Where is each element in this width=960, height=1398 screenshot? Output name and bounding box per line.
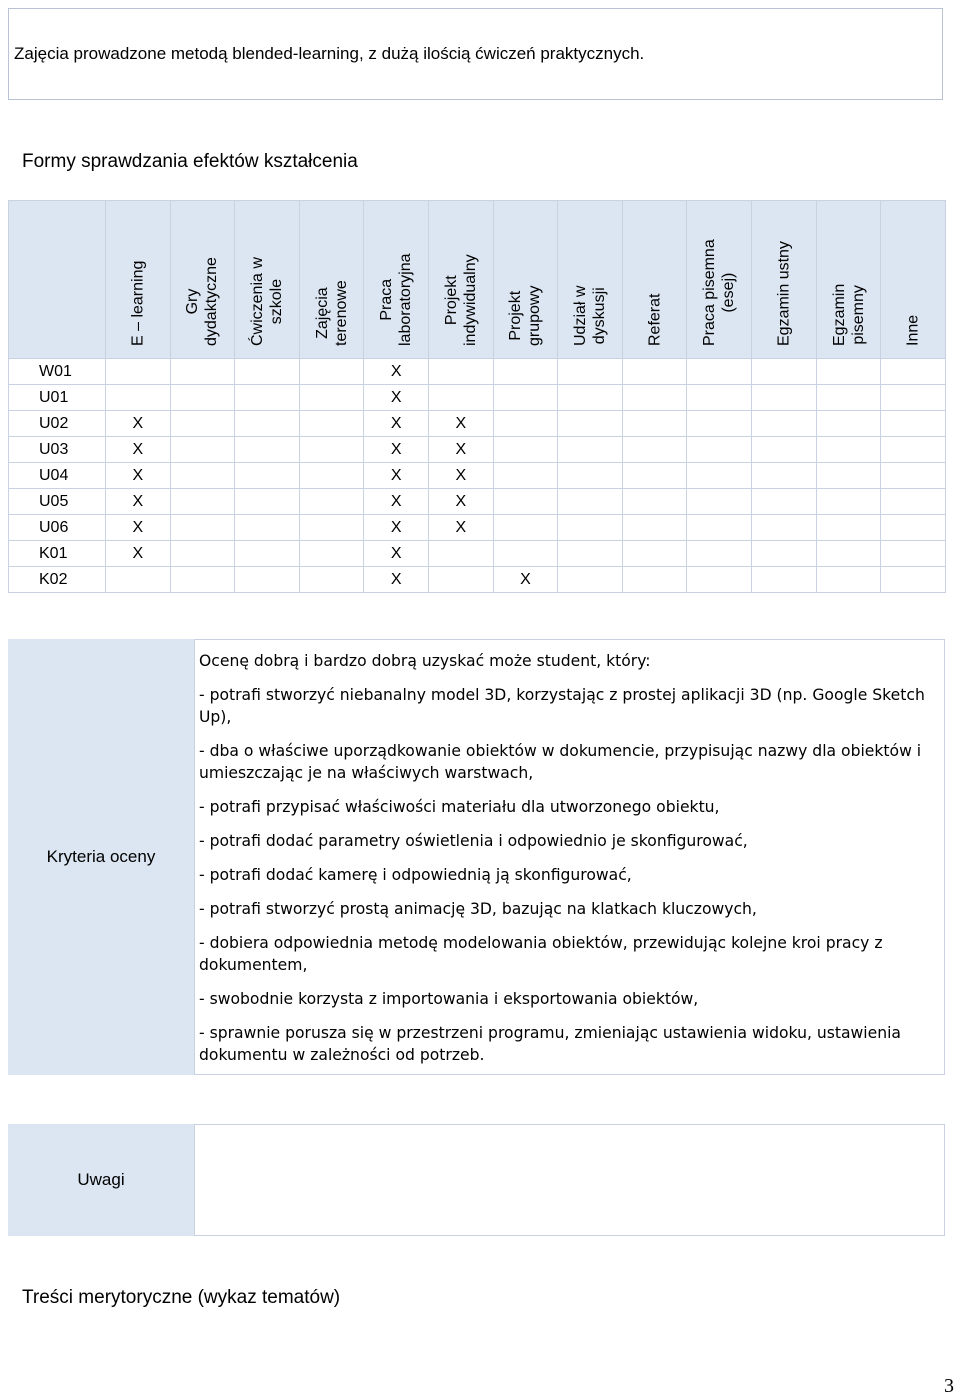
column-header: [429, 201, 494, 359]
table-cell: [106, 567, 171, 593]
table-cell: [558, 463, 623, 489]
table-cell: [493, 463, 558, 489]
table-cell: [752, 541, 817, 567]
table-cell: [429, 567, 494, 593]
table-cell: X: [106, 489, 171, 515]
table-cell: [622, 359, 687, 385]
column-header: [752, 201, 817, 359]
intro-text: Zajęcia prowadzone metodą blended-learning, z dużą ilością ćwiczeń praktycznych.: [14, 44, 645, 63]
column-header-line: grupowy: [526, 285, 544, 346]
table-cell: [299, 385, 364, 411]
table-row: [9, 567, 946, 593]
assessment-title: Formy sprawdzania efektów kształcenia: [22, 151, 358, 172]
table-cell: [170, 385, 235, 411]
table-cell: [558, 489, 623, 515]
table-cell: [235, 567, 300, 593]
table-cell: [299, 463, 364, 489]
row-label: U05: [9, 489, 106, 515]
table-cell: [299, 359, 364, 385]
table-cell: X: [106, 411, 171, 437]
table-cell: [687, 515, 752, 541]
table-cell: [687, 463, 752, 489]
criteria-label: Kryteria oceny: [8, 639, 195, 1075]
column-header: [687, 201, 752, 359]
table-cell: [558, 567, 623, 593]
table-cell: [558, 541, 623, 567]
table-cell: X: [364, 515, 429, 541]
column-header-line: Praca pisemna: [701, 239, 719, 346]
column-header-line: dyskusji: [591, 287, 609, 345]
column-header-line: Projekt: [507, 290, 525, 341]
table-cell: [429, 359, 494, 385]
row-label: U04: [9, 463, 106, 489]
table-cell: [558, 411, 623, 437]
table-cell: [493, 515, 558, 541]
row-label: U01: [9, 385, 106, 411]
column-header-label: [774, 241, 793, 346]
table-cell: [687, 385, 752, 411]
table-cell: [493, 489, 558, 515]
column-header-label: [904, 315, 923, 346]
column-header: [622, 201, 687, 359]
topics-title: Treści merytoryczne (wykaz tematów): [22, 1287, 341, 1308]
table-cell: [170, 515, 235, 541]
column-header-label: [377, 254, 415, 347]
table-cell: [299, 541, 364, 567]
table-cell: [170, 411, 235, 437]
table-cell: [170, 567, 235, 593]
table-cell: [622, 385, 687, 411]
row-label: U06: [9, 515, 106, 541]
table-cell: [816, 359, 881, 385]
table-cell: [687, 489, 752, 515]
column-header-label: [442, 254, 480, 346]
table-cell: X: [493, 567, 558, 593]
table-row: [9, 541, 946, 567]
table-cell: [170, 489, 235, 515]
column-header-line: Inne: [904, 314, 922, 346]
table-cell: [687, 437, 752, 463]
column-header-line: Ćwiczenia w: [249, 257, 267, 346]
table-cell: [558, 515, 623, 541]
table-cell: [622, 411, 687, 437]
column-header-line: Egzamin: [830, 283, 848, 346]
criteria-item: - sprawnie porusza się w przestrzeni programu, zmieniając ustawienia widoku, ustawienia dokumentu w zależności od potrzeb.: [199, 1024, 901, 1064]
page-number: 3: [944, 1375, 954, 1397]
column-header-line: szkole: [268, 278, 286, 325]
table-cell: [881, 463, 946, 489]
table-cell: [299, 437, 364, 463]
table-cell: [622, 437, 687, 463]
table-cell: [752, 515, 817, 541]
table-cell: [881, 359, 946, 385]
column-header-label: [248, 257, 286, 346]
table-cell: [622, 567, 687, 593]
table-cell: [881, 515, 946, 541]
table-cell: [816, 489, 881, 515]
column-header-line: E – learning: [129, 260, 147, 346]
table-cell: [299, 515, 364, 541]
table-cell: [558, 385, 623, 411]
table-cell: [429, 541, 494, 567]
column-header-line: Egzamin ustny: [775, 241, 793, 346]
table-cell: [299, 489, 364, 515]
table-cell: [752, 463, 817, 489]
column-header-line: dydaktyczne: [203, 257, 221, 346]
table-cell: [752, 385, 817, 411]
table-cell: [752, 489, 817, 515]
table-cell: [752, 567, 817, 593]
criteria-item: - potrafi dodać parametry oświetlenia i odpowiednio je skonfigurować,: [199, 832, 748, 850]
table-cell: [687, 359, 752, 385]
table-cell: [235, 541, 300, 567]
table-cell: X: [364, 541, 429, 567]
table-cell: [493, 359, 558, 385]
table-cell: X: [364, 463, 429, 489]
column-header: [881, 201, 946, 359]
matrix-body: [9, 359, 946, 593]
column-header-line: (esej): [720, 272, 738, 313]
column-header-line: Referat: [646, 293, 664, 346]
matrix-header-row: [9, 201, 946, 359]
table-cell: [558, 437, 623, 463]
table-row: [9, 463, 946, 489]
column-header-line: Praca: [378, 278, 396, 321]
table-cell: [881, 437, 946, 463]
column-header-line: indywidualny: [461, 254, 479, 346]
column-header-line: Udział w: [572, 285, 590, 346]
table-cell: [235, 411, 300, 437]
column-header-label: [128, 261, 147, 346]
table-cell: [493, 541, 558, 567]
table-cell: [493, 437, 558, 463]
table-cell: [881, 567, 946, 593]
column-header-label: [571, 286, 609, 346]
table-cell: X: [106, 437, 171, 463]
column-header-line: Zajęcia: [313, 287, 331, 339]
table-cell: [106, 359, 171, 385]
row-label: U03: [9, 437, 106, 463]
table-cell: [816, 385, 881, 411]
notes-label: Uwagi: [8, 1124, 195, 1236]
row-label: K02: [9, 567, 106, 593]
table-cell: [106, 385, 171, 411]
column-header: [364, 201, 429, 359]
table-cell: [752, 437, 817, 463]
table-cell: [622, 541, 687, 567]
table-cell: X: [106, 463, 171, 489]
table-cell: [816, 567, 881, 593]
column-header: [493, 201, 558, 359]
row-label: U02: [9, 411, 106, 437]
table-cell: X: [429, 411, 494, 437]
table-cell: [299, 411, 364, 437]
column-header: [106, 201, 171, 359]
criteria-item: - potrafi przypisać właściwości materiału dla utworzonego obiektu,: [199, 798, 720, 816]
table-cell: [558, 359, 623, 385]
column-header: [558, 201, 623, 359]
table-cell: [881, 411, 946, 437]
table-cell: X: [106, 515, 171, 541]
column-header-line: terenowe: [332, 280, 350, 346]
table-cell: X: [106, 541, 171, 567]
column-header-line: laboratoryjna: [397, 253, 415, 346]
table-cell: X: [429, 463, 494, 489]
table-row: [9, 489, 946, 515]
table-cell: [235, 463, 300, 489]
table-cell: [299, 567, 364, 593]
column-header-label: [830, 284, 868, 346]
row-label: K01: [9, 541, 106, 567]
column-header-label: [183, 257, 221, 346]
table-cell: [816, 463, 881, 489]
table-cell: [235, 359, 300, 385]
table-row: [9, 359, 946, 385]
table-cell: [816, 411, 881, 437]
assessment-matrix: [8, 200, 946, 593]
table-cell: X: [364, 437, 429, 463]
column-header-label: [506, 286, 544, 346]
criteria-item: - potrafi stworzyć prostą animację 3D, bazując na klatkach kluczowych,: [199, 900, 757, 918]
table-row: [9, 385, 946, 411]
table-row: [9, 437, 946, 463]
table-cell: [170, 541, 235, 567]
table-cell: [687, 541, 752, 567]
table-cell: [170, 463, 235, 489]
table-cell: [622, 463, 687, 489]
column-header-label: [313, 280, 351, 346]
matrix-corner: [9, 201, 106, 359]
criteria-body: [199, 650, 939, 1078]
table-cell: [493, 385, 558, 411]
table-cell: [816, 437, 881, 463]
table-cell: [687, 411, 752, 437]
table-cell: X: [364, 567, 429, 593]
table-cell: X: [364, 489, 429, 515]
table-cell: [235, 437, 300, 463]
table-cell: [881, 385, 946, 411]
column-header: [170, 201, 235, 359]
table-cell: [687, 567, 752, 593]
criteria-item: - dobiera odpowiednia metodę modelowania obiektów, przewidując kolejne kroi pracy z dokumentem,: [199, 934, 883, 974]
column-header-label: [700, 239, 738, 346]
table-cell: [752, 411, 817, 437]
table-cell: [816, 515, 881, 541]
table-cell: X: [364, 385, 429, 411]
table-cell: [622, 515, 687, 541]
column-header-label: [645, 294, 664, 346]
table-cell: X: [364, 411, 429, 437]
table-cell: X: [364, 359, 429, 385]
table-row: [9, 411, 946, 437]
criteria-item: - potrafi dodać kamerę i odpowiednią ją skonfigurować,: [199, 866, 632, 884]
table-cell: [816, 541, 881, 567]
table-cell: [235, 385, 300, 411]
criteria-item: - potrafi stworzyć niebanalny model 3D, korzystając z prostej aplikacji 3D (np. Google Sketch Up),: [199, 686, 925, 726]
column-header-line: pisemny: [849, 285, 867, 345]
table-row: [9, 515, 946, 541]
table-cell: X: [429, 437, 494, 463]
table-cell: [235, 515, 300, 541]
column-header: [299, 201, 364, 359]
table-cell: [235, 489, 300, 515]
table-cell: X: [429, 515, 494, 541]
column-header-line: Gry: [184, 288, 202, 315]
column-header: [235, 201, 300, 359]
table-cell: [622, 489, 687, 515]
table-cell: X: [429, 489, 494, 515]
table-cell: [881, 541, 946, 567]
column-header-line: Projekt: [442, 275, 460, 326]
table-cell: [881, 489, 946, 515]
criteria-item: - dba o właściwe uporządkowanie obiektów w dokumencie, przypisując nazwy dla obiektów i umieszczając je na właściwych warstwach,: [199, 742, 922, 782]
criteria-item: - swobodnie korzysta z importowania i eksportowania obiektów,: [199, 990, 699, 1008]
table-cell: [170, 437, 235, 463]
table-cell: [752, 359, 817, 385]
criteria-item: Ocenę dobrą i bardzo dobrą uzyskać może student, który:: [199, 652, 651, 670]
row-label: W01: [9, 359, 106, 385]
table-cell: [493, 411, 558, 437]
column-header: [816, 201, 881, 359]
table-cell: [429, 385, 494, 411]
table-cell: [170, 359, 235, 385]
